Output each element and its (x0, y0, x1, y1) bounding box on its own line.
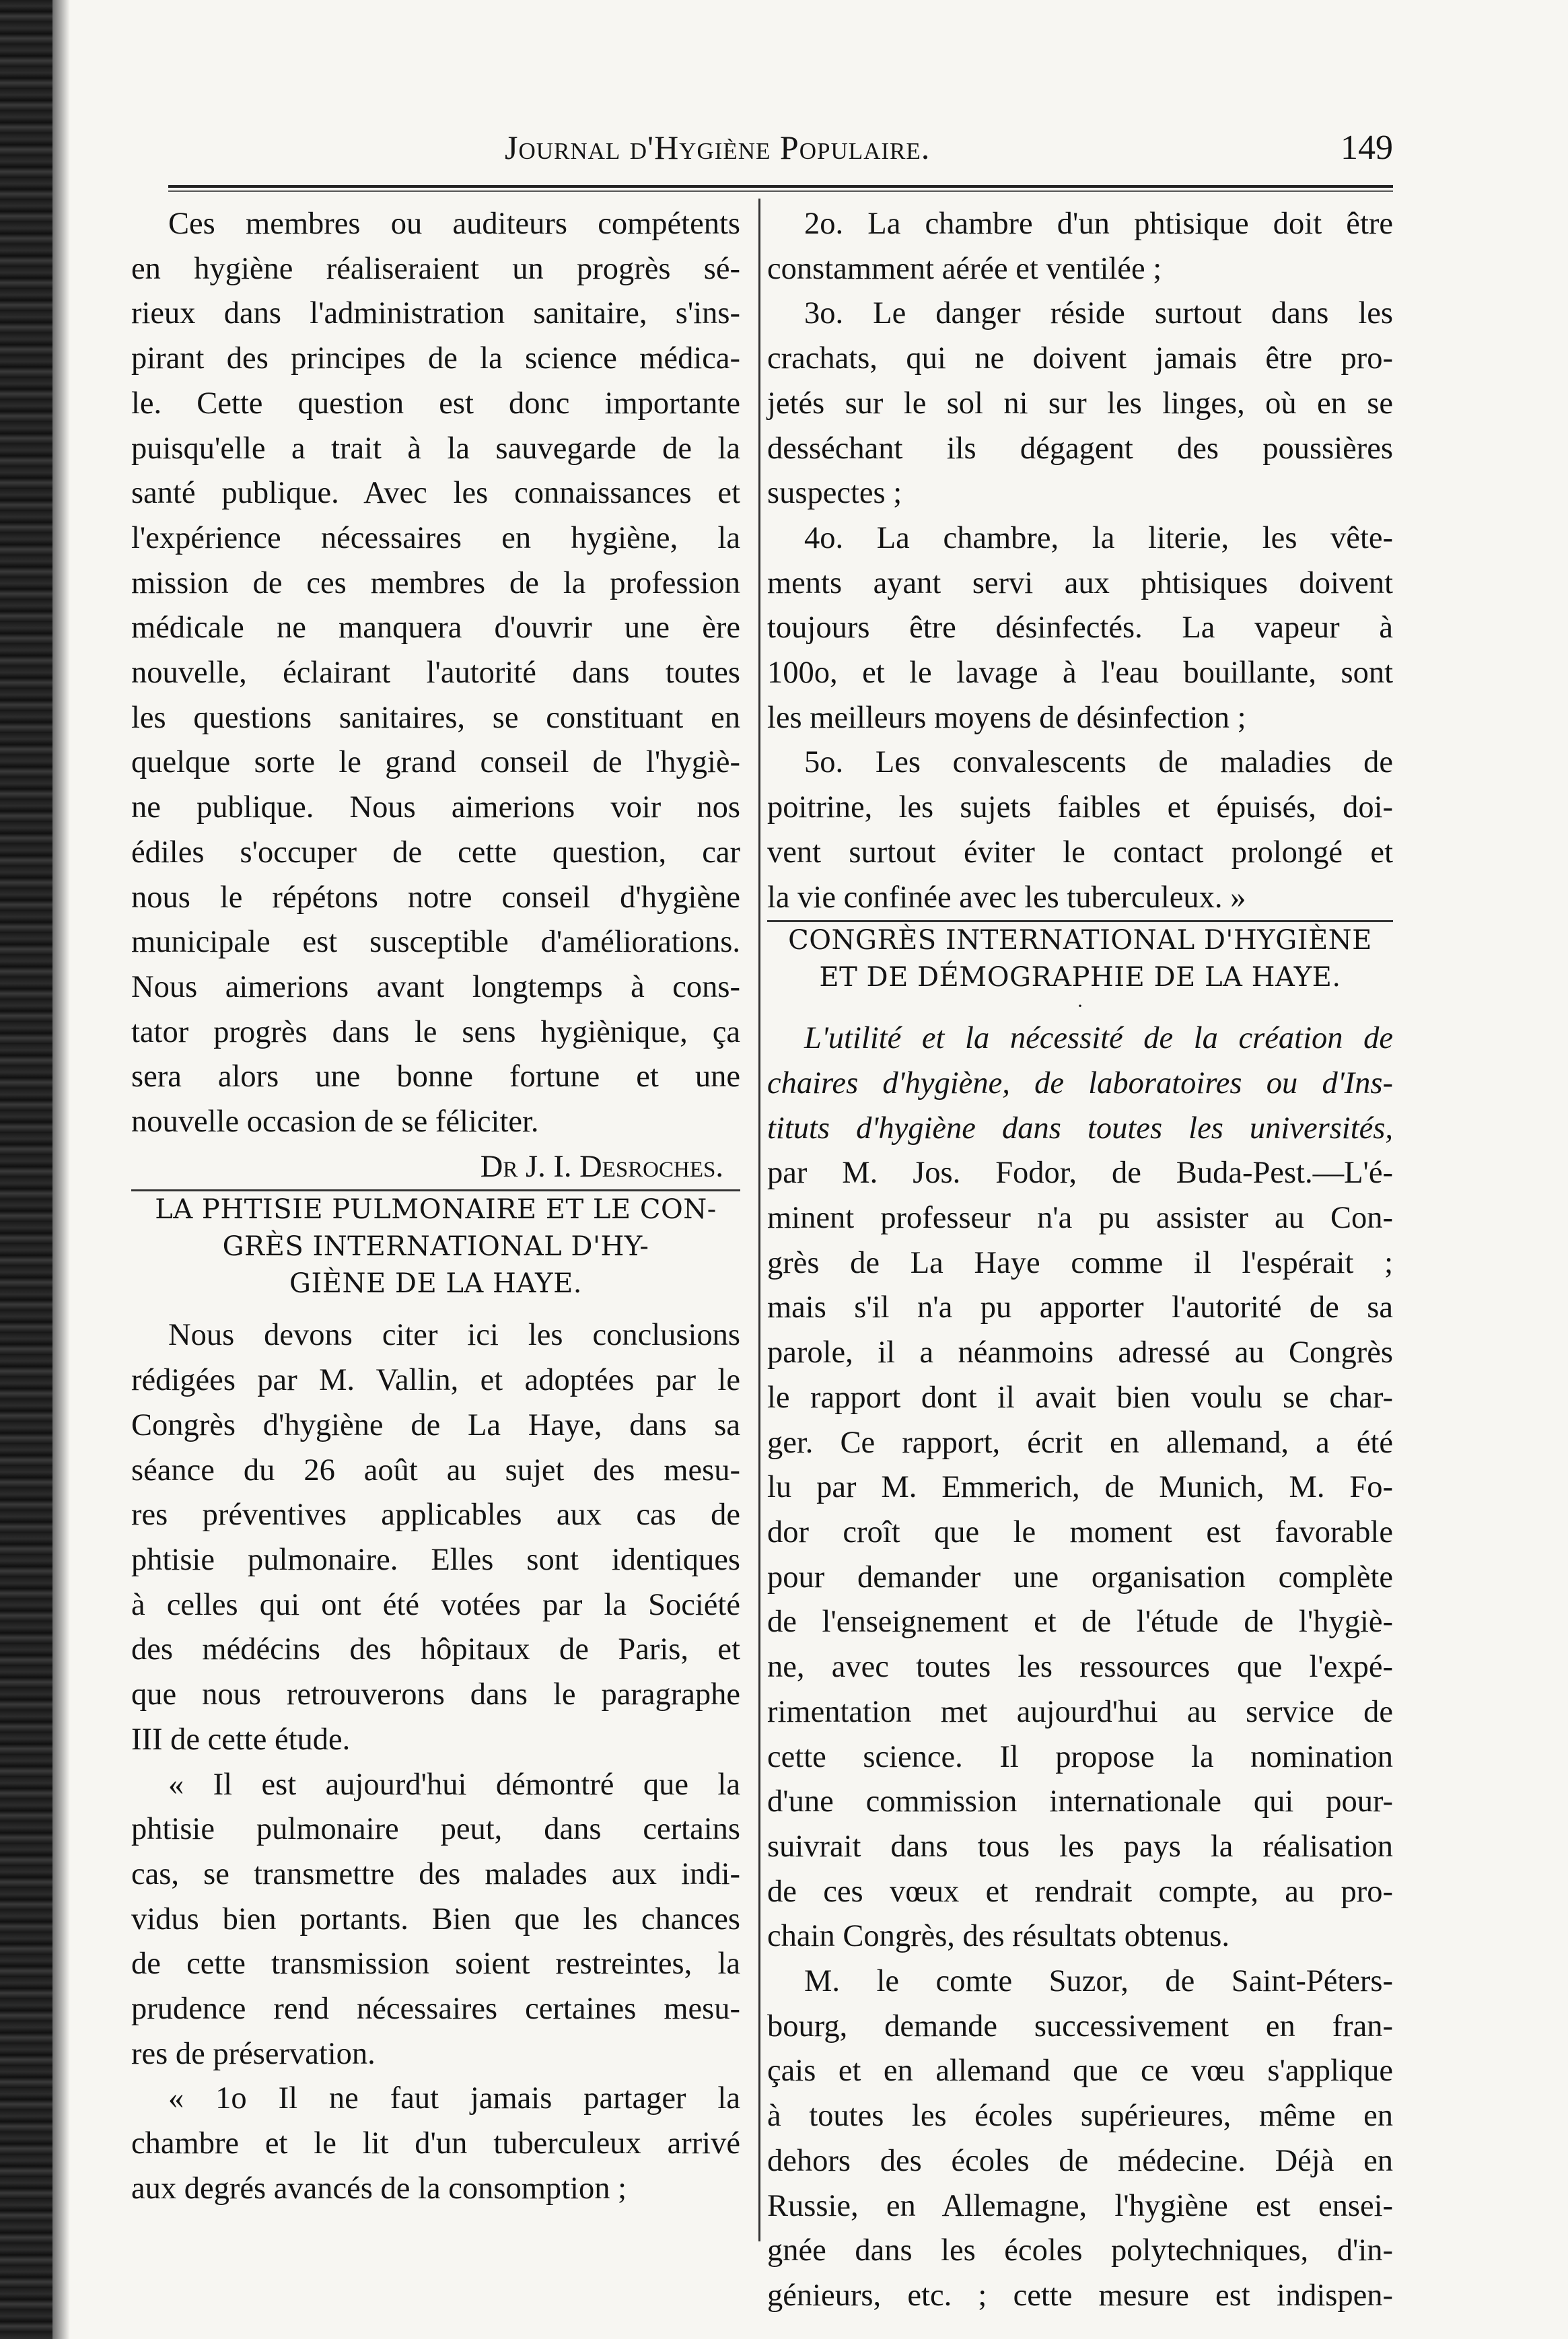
text-line: en hygiène réaliseraient un progrès sé- (131, 251, 740, 286)
text-line: nouvelle occasion de se féliciter. (131, 1105, 539, 1140)
text-line: ne, avec toutes les ressources que l'expé- (767, 1650, 1393, 1685)
text-line: 100o, et le lavage à l'eau bouillante, sont (767, 656, 1393, 691)
text-line: « Il est aujourd'hui démontré que la (168, 1767, 740, 1802)
text-line: vent surtout éviter le contact prolongé et (767, 835, 1393, 870)
text-line: phtisie pulmonaire peut, dans certains (131, 1812, 740, 1847)
header-rule-thin (168, 190, 1393, 192)
text-line: ments ayant servi aux phtisiques doivent (767, 565, 1393, 600)
text-line: municipale est susceptible d'améliorations. (131, 925, 740, 960)
binding-edge-shadow (52, 0, 70, 2339)
page-header (121, 128, 1393, 182)
text-line: dehors des écoles de médecine. Déjà en (767, 2143, 1393, 2178)
left-para-conclusions (131, 1313, 740, 1762)
text-line: nous le répétons notre conseil d'hygiène (131, 880, 740, 915)
text-line: Nous devons citer ici les conclusions (168, 1318, 740, 1353)
book-binding-shadow (0, 0, 52, 2339)
page-number: 149 (1341, 129, 1393, 167)
text-line: le. Cette question est donc importante (131, 386, 740, 421)
text-line: tator progrès dans le sens hygiènique, ça (131, 1014, 740, 1049)
author-signature: Dr J. I. Desroches. (480, 1149, 723, 1184)
text-line: 3o. Le danger réside surtout dans les (804, 296, 1393, 331)
text-line: sera alors une bonne fortune et une (131, 1059, 740, 1094)
text-line: des médécins des hôpitaux de Paris, et (131, 1632, 740, 1667)
text-line: Ces membres ou auditeurs compétents (168, 207, 740, 241)
left-para-committee (131, 202, 740, 1145)
text-line: crachats, qui ne doivent jamais être pro- (767, 341, 1393, 376)
text-line: de ces vœux et rendrait compte, au pro- (767, 1874, 1393, 1909)
text-line: cas, se transmettre des malades aux indi- (131, 1856, 740, 1891)
right-column (767, 202, 1393, 2319)
right-para-rule-3 (767, 291, 1393, 516)
text-line: les meilleurs moyens de désinfection ; (767, 700, 1246, 735)
heading-line: ET DE DÉMOGRAPHIE DE LA HAYE. (819, 962, 1341, 993)
text-line: rieux dans l'administration sanitaire, s'ins- (131, 296, 740, 331)
text-line: jetés sur le sol ni sur les linges, où en se (767, 386, 1393, 421)
text-line: desséchant ils dégagent des poussières (767, 431, 1393, 466)
text-line: suivrait dans tous les pays la réalisation (767, 1829, 1393, 1864)
text-line: médicale ne manquera d'ouvrir une ère (131, 610, 740, 645)
left-column (131, 202, 740, 2212)
running-title: Journal d'Hygiène Populaire. (505, 129, 931, 166)
heading-line: CONGRÈS INTERNATIONAL D'HYGIÈNE (788, 925, 1372, 956)
text-line: bourg, demande successivement en fran- (767, 2009, 1393, 2044)
text-line: aux degrés avancés de la consomption ; (131, 2171, 627, 2206)
right-para-fodor (767, 1016, 1393, 1959)
header-rule (168, 185, 1393, 188)
left-para-transmission (131, 1763, 740, 2077)
text-line: de cette transmission soient restreintes, la (131, 1947, 740, 1982)
text-line: les questions sanitaires, se constituant en (131, 700, 740, 735)
text-line: à celles qui ont été votées par la Société (131, 1587, 740, 1622)
text-line: vidus bien portants. Bien que les chances (131, 1901, 740, 1936)
text-line: 2o. La chambre d'un phtisique doit être (804, 207, 1393, 241)
text-line: III de cette étude. (131, 1722, 351, 1757)
text-line: par M. Jos. Fodor, de Buda-Pest.—L'é- (767, 1156, 1393, 1191)
text-line: rimentation met aujourd'hui au service de (767, 1694, 1393, 1729)
text-line: « 1o Il ne faut jamais partager la (168, 2081, 740, 2116)
text-line: chaires d'hygiène, de laboratoires ou d'Ins- (767, 1066, 1393, 1101)
text-line: L'utilité et la nécessité de la création de (804, 1021, 1393, 1056)
text-line: lu par M. Emmerich, de Munich, M. Fo- (767, 1470, 1393, 1505)
text-line: phtisie pulmonaire. Elles sont identiques (131, 1542, 740, 1577)
text-line: génieurs, etc. ; cette mesure est indispen- (767, 2278, 1393, 2313)
text-line: puisqu'elle a trait à la sauvegarde de la (131, 431, 740, 466)
text-line: de l'enseignement et de l'étude de l'hygiè- (767, 1605, 1393, 1640)
right-para-rule-2 (767, 202, 1393, 291)
section-heading-congres (767, 922, 1393, 1016)
column-divider (758, 199, 760, 2241)
text-line: à toutes les écoles supérieures, même en (767, 2099, 1393, 2134)
right-para-suzor (767, 1959, 1393, 2319)
text-line: la vie confinée avec les tuberculeux. » (767, 880, 1246, 915)
text-line: pirant des principes de la science médica- (131, 341, 740, 376)
text-line: ne publique. Nous aimerions voir nos (131, 790, 740, 825)
heading-line: LA PHTISIE PULMONAIRE ET LE CON- (155, 1194, 717, 1226)
text-line: dor croît que le moment est favorable (767, 1514, 1393, 1549)
text-line: nouvelle, éclairant l'autorité dans toutes (131, 656, 740, 691)
text-line: 5o. Les convalescents de maladies de (804, 745, 1393, 780)
text-line: constamment aérée et ventilée ; (767, 251, 1162, 286)
text-line: pour demander une organisation complète (767, 1560, 1393, 1595)
text-line: Nous aimerions avant longtemps à cons- (131, 969, 740, 1004)
text-line: quelque sorte le grand conseil de l'hygiè- (131, 745, 740, 780)
text-line: parole, il a néanmoins adressé au Congrès (767, 1335, 1393, 1370)
text-line: mission de ces membres de la profession (131, 565, 740, 600)
text-line: le rapport dont il avait bien voulu se char- (767, 1380, 1393, 1415)
text-line: mais s'il n'a pu apporter l'autorité de sa (767, 1290, 1393, 1325)
text-line: séance du 26 août au sujet des mesu- (131, 1453, 740, 1488)
text-line: M. le comte Suzor, de Saint-Péters- (804, 1964, 1393, 1999)
text-line: prudence rend nécessaires certaines mesu- (131, 1992, 740, 2027)
heading-line: GRÈS INTERNATIONAL D'HY- (222, 1231, 649, 1263)
text-line: chambre et le lit d'un tuberculeux arrivé (131, 2126, 740, 2161)
text-line: rédigées par M. Vallin, et adoptées par le (131, 1363, 740, 1398)
text-line: poitrine, les sujets faibles et épuisés, doi- (767, 790, 1393, 825)
text-line: grès de La Haye comme il l'espérait ; (767, 1245, 1393, 1280)
text-line: minent professeur n'a pu assister au Con- (767, 1201, 1393, 1236)
text-line: res de préservation. (131, 2036, 376, 2071)
text-line: tituts d'hygiène dans toutes les universités, (767, 1111, 1393, 1146)
text-line: édiles s'occuper de cette question, car (131, 835, 740, 870)
text-line: cette science. Il propose la nomination (767, 1739, 1393, 1774)
text-line: çais et en allemand que ce vœu s'applique (767, 2054, 1393, 2089)
left-para-rule-1 (131, 2076, 740, 2211)
text-line: chain Congrès, des résultats obtenus. (767, 1919, 1230, 1954)
heading-ornament-dot: · (1077, 995, 1083, 1018)
text-line: gnée dans les écoles polytechniques, d'in- (767, 2233, 1393, 2268)
text-line: 4o. La chambre, la literie, les vête- (804, 520, 1393, 555)
text-line: Congrès d'hygiène de La Haye, dans sa (131, 1407, 740, 1442)
right-para-rule-5 (767, 740, 1393, 920)
text-line: suspectes ; (767, 476, 902, 511)
text-line: d'une commission internationale qui pour- (767, 1784, 1393, 1819)
text-line: res préventives applicables aux cas de (131, 1498, 740, 1533)
text-line: toujours être désinfectés. La vapeur à (767, 610, 1393, 645)
section-heading-phtisie (131, 1191, 740, 1302)
heading-line: GIÈNE DE LA HAYE. (289, 1268, 582, 1300)
text-line: l'expérience nécessaires en hygiène, la (131, 520, 740, 555)
right-para-rule-4 (767, 516, 1393, 741)
text-line: ger. Ce rapport, écrit en allemand, a été (767, 1425, 1393, 1460)
text-line: Russie, en Allemagne, l'hygiène est ensei- (767, 2188, 1393, 2223)
text-line: que nous retrouverons dans le paragraphe (131, 1677, 740, 1712)
text-line: santé publique. Avec les connaissances et (131, 476, 740, 511)
